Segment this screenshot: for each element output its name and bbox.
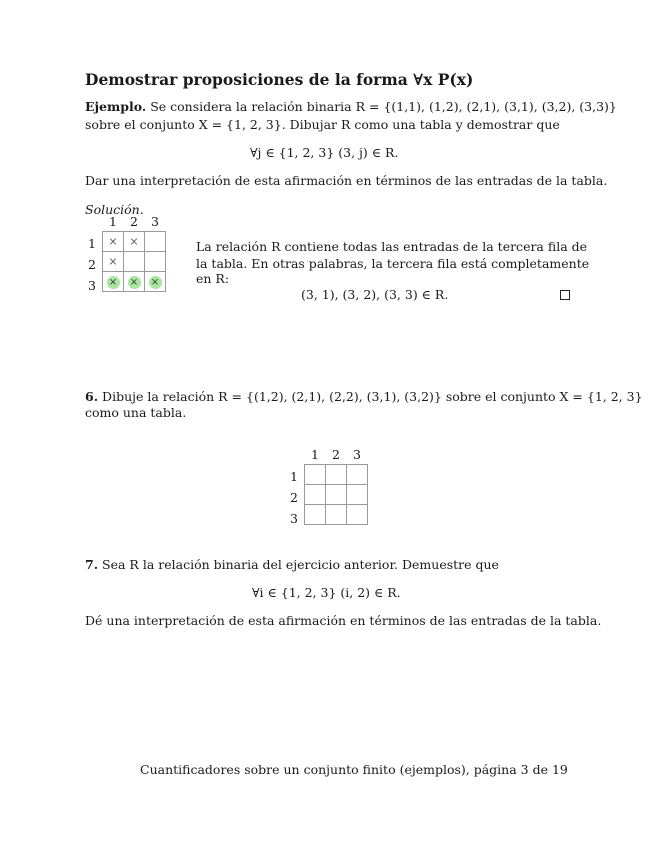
cell-3-1 bbox=[103, 272, 124, 292]
example-line-3: Dar una interpretación de esta afirmación en términos de las entradas de la tabla. bbox=[85, 173, 608, 188]
col-header-1: 1 bbox=[109, 214, 117, 229]
page-footer: Cuantificadores sobre un conjunto finito (ejemplos), página 3 de 19 bbox=[140, 762, 568, 777]
example-paragraph bbox=[85, 99, 617, 114]
example-label: Ejemplo. bbox=[85, 99, 147, 114]
example-line-2: sobre el conjunto X = {1, 2, 3}. Dibujar R como una tabla y demostrar que bbox=[85, 117, 560, 132]
col-header-3: 3 bbox=[151, 214, 159, 229]
exercise-7-line-1 bbox=[85, 557, 499, 572]
qed-square-icon bbox=[560, 290, 570, 300]
cell-2-2 bbox=[124, 252, 145, 272]
solution-formula: (3, 1), (3, 2), (3, 3) ∈ R. bbox=[301, 287, 449, 302]
table-cell bbox=[347, 485, 368, 505]
exercise-6-line-1 bbox=[85, 389, 643, 404]
highlighted-mark: × bbox=[107, 276, 120, 289]
row-header-1: 1 bbox=[88, 236, 96, 251]
table-row bbox=[103, 272, 166, 292]
col-header-3: 3 bbox=[353, 447, 361, 462]
example-formula: ∀j ∈ {1, 2, 3} (3, j) ∈ R. bbox=[250, 145, 399, 160]
exercise-7-formula: ∀i ∈ {1, 2, 3} (i, 2) ∈ R. bbox=[252, 585, 401, 600]
row-header-2: 2 bbox=[290, 490, 298, 505]
col-header-2: 2 bbox=[130, 214, 138, 229]
table-cell bbox=[305, 485, 326, 505]
table-cell bbox=[326, 465, 347, 485]
row-header-1: 1 bbox=[290, 469, 298, 484]
table-row bbox=[305, 505, 368, 525]
solution-label: Solución. bbox=[85, 202, 144, 217]
cell-2-3 bbox=[145, 252, 166, 272]
cell-3-2 bbox=[124, 272, 145, 292]
highlighted-mark: × bbox=[149, 276, 162, 289]
table-cell bbox=[326, 485, 347, 505]
exercise-6-empty-table bbox=[304, 464, 368, 525]
cell-3-3 bbox=[145, 272, 166, 292]
exercise-6-line-2: como una tabla. bbox=[85, 405, 187, 420]
col-header-1: 1 bbox=[311, 447, 319, 462]
exercise-6-text: Dibuje la relación R = {(1,2), (2,1), (2,2), (3,1), (3,2)} sobre el conjunto X = {1, 2, 3} bbox=[102, 389, 643, 404]
exercise-7-number: 7. bbox=[85, 557, 99, 572]
solution-relation-table bbox=[102, 231, 166, 292]
exercise-6-number: 6. bbox=[85, 389, 99, 404]
example-line-1: Se considera la relación binaria R = {(1,1), (1,2), (2,1), (3,1), (3,2), (3,3)} bbox=[150, 99, 617, 114]
table-cell bbox=[305, 505, 326, 525]
cell-1-3 bbox=[145, 232, 166, 252]
table-row bbox=[103, 252, 166, 272]
table-row bbox=[305, 465, 368, 485]
row-header-2: 2 bbox=[88, 257, 96, 272]
table-row bbox=[103, 232, 166, 252]
cell-1-1: × bbox=[103, 232, 124, 252]
cell-1-2: × bbox=[124, 232, 145, 252]
highlighted-mark: × bbox=[128, 276, 141, 289]
table-cell bbox=[305, 465, 326, 485]
table-cell bbox=[347, 465, 368, 485]
exercise-6-table-block bbox=[287, 447, 377, 537]
solution-text-3: en R: bbox=[196, 271, 230, 286]
solution-text-2: la tabla. En otras palabras, la tercera fila está completamente bbox=[196, 256, 590, 271]
col-header-2: 2 bbox=[332, 447, 340, 462]
exercise-7-line-2: Dé una interpretación de esta afirmación en términos de las entradas de la tabla. bbox=[85, 613, 602, 628]
row-header-3: 3 bbox=[88, 278, 96, 293]
row-header-3: 3 bbox=[290, 511, 298, 526]
exercise-7-text: Sea R la relación binaria del ejercicio anterior. Demuestre que bbox=[102, 557, 499, 572]
table-cell bbox=[347, 505, 368, 525]
cell-2-1: × bbox=[103, 252, 124, 272]
solution-table-block bbox=[85, 214, 175, 304]
section-title: Demostrar proposiciones de la forma ∀x P(x) bbox=[85, 70, 474, 89]
solution-text-1: La relación R contiene todas las entradas de la tercera fila de bbox=[196, 239, 588, 254]
table-row bbox=[305, 485, 368, 505]
table-cell bbox=[326, 505, 347, 525]
